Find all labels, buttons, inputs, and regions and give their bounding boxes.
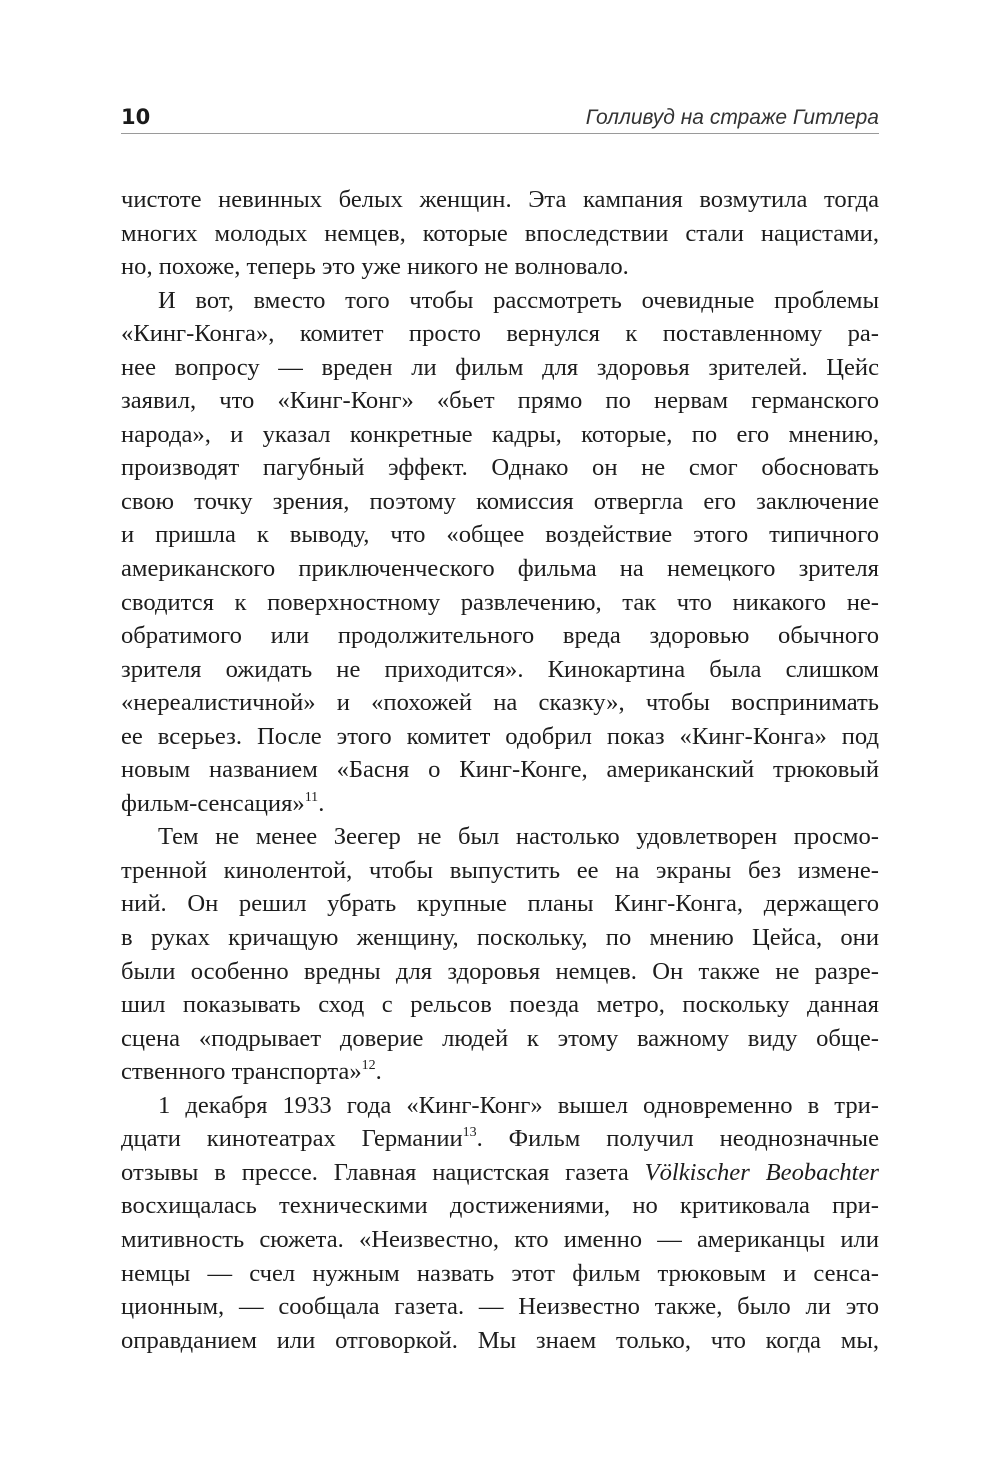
text-line: оправданием или отговоркой. Мы знаем только, что когда мы,	[121, 1326, 879, 1354]
header-divider	[121, 133, 879, 134]
text-line: зрителя ожидать не приходится». Кинокартина была слишком	[121, 655, 879, 683]
text-line: производят пагубный эффект. Однако он не смог обосновать	[121, 454, 879, 482]
text-line: многих молодых немцев, которые впоследствии стали нацистами,	[121, 219, 879, 247]
text-segment: отзывы в прессе. Главная нацистская газета	[121, 1158, 645, 1186]
text-line: но, похоже, теперь это уже никого не волновало.	[121, 253, 629, 281]
text-segment: фильм-сенсация»	[121, 789, 305, 817]
page-number: 10	[121, 105, 151, 129]
text-line: тренной кинолентой, чтобы выпустить ее на экраны без измене-	[121, 856, 879, 884]
body-text	[121, 183, 879, 1357]
text-line: чистоте невинных белых женщин. Эта кампания возмутила тогда	[121, 186, 879, 213]
text-line: американского приключенческого фильма на немецкого зрителя	[121, 555, 879, 583]
text-line	[121, 1055, 879, 1089]
text-line: «Кинг-Конга», комитет просто вернулся к поставленному ра-	[121, 320, 879, 348]
newspaper-title: Völkischer Beobachter	[644, 1158, 880, 1186]
text-line: обратимого или продолжительного вреда здоровью обычного	[121, 622, 879, 650]
text-segment: .	[375, 1058, 382, 1086]
text-line: заявил, что «Кинг-Конг» «бьет прямо по нервам германского	[121, 387, 879, 415]
text-line	[121, 1156, 879, 1190]
footnote-marker: 13	[462, 1125, 477, 1141]
paragraph-first-line: И вот, вместо того чтобы рассмотреть очевидные проблемы	[158, 286, 879, 314]
footnote-marker: 12	[361, 1058, 376, 1074]
text-line: сцена «подрывает доверие людей к этому важному виду обще-	[121, 1024, 879, 1052]
text-line: нее вопросу — вреден ли фильм для здоровья зрителей. Цейс	[121, 353, 879, 381]
text-segment: . Фильм получил неоднозначные	[476, 1125, 879, 1153]
text-line: народа», и указал конкретные кадры, которые, по его мнению,	[121, 420, 879, 448]
footnote-marker: 11	[304, 789, 319, 805]
paragraph-first-line: Тем не менее Зеегер не был настолько удовлетворен просмо-	[158, 823, 879, 851]
text-line: и пришла к выводу, что «общее воздействие этого типичного	[121, 521, 879, 549]
text-line: восхищалась техническими достижениями, но критиковала при-	[121, 1192, 879, 1220]
text-line: в руках кричащую женщину, поскольку, по мнению Цейса, они	[121, 924, 879, 952]
paragraph-first-line: 1 декабря 1933 года «Кинг-Конг» вышел одновременно в три-	[158, 1091, 879, 1119]
text-line: ее всерьез. После этого комитет одобрил показ «Кинг-Конга» под	[121, 722, 879, 750]
text-line: «нереалистичной» и «похожей на сказку», чтобы воспринимать	[121, 689, 879, 717]
text-line: ний. Он решил убрать крупные планы Кинг-Конга, держащего	[121, 890, 879, 918]
text-segment: дцати кинотеатрах Германии	[121, 1125, 463, 1153]
text-line: свою точку зрения, поэтому комиссия отвергла его заключение	[121, 487, 879, 515]
text-line	[121, 787, 879, 821]
text-segment: .	[318, 789, 325, 817]
text-line: митивность сюжета. «Неизвестно, кто именно — американцы или	[121, 1225, 879, 1253]
text-segment: ственного транспорта»	[121, 1058, 362, 1086]
text-line	[121, 1122, 879, 1156]
text-line: сводится к поверхностному развлечению, так что никакого не-	[121, 588, 879, 616]
text-line: были особенно вредны для здоровья немцев. Он также не разре-	[121, 957, 879, 985]
running-title: Голливуд на страже Гитлера	[585, 106, 879, 129]
text-line: новым названием «Басня о Кинг-Конге, американский трюковый	[121, 756, 879, 784]
text-line: немцы — счел нужным назвать этот фильм трюковым и сенса-	[121, 1259, 879, 1287]
text-line: ционным, — сообщала газета. — Неизвестно также, было ли это	[121, 1293, 879, 1321]
text-line: шил показывать сход с рельсов поезда метро, поскольку данная	[121, 991, 879, 1019]
